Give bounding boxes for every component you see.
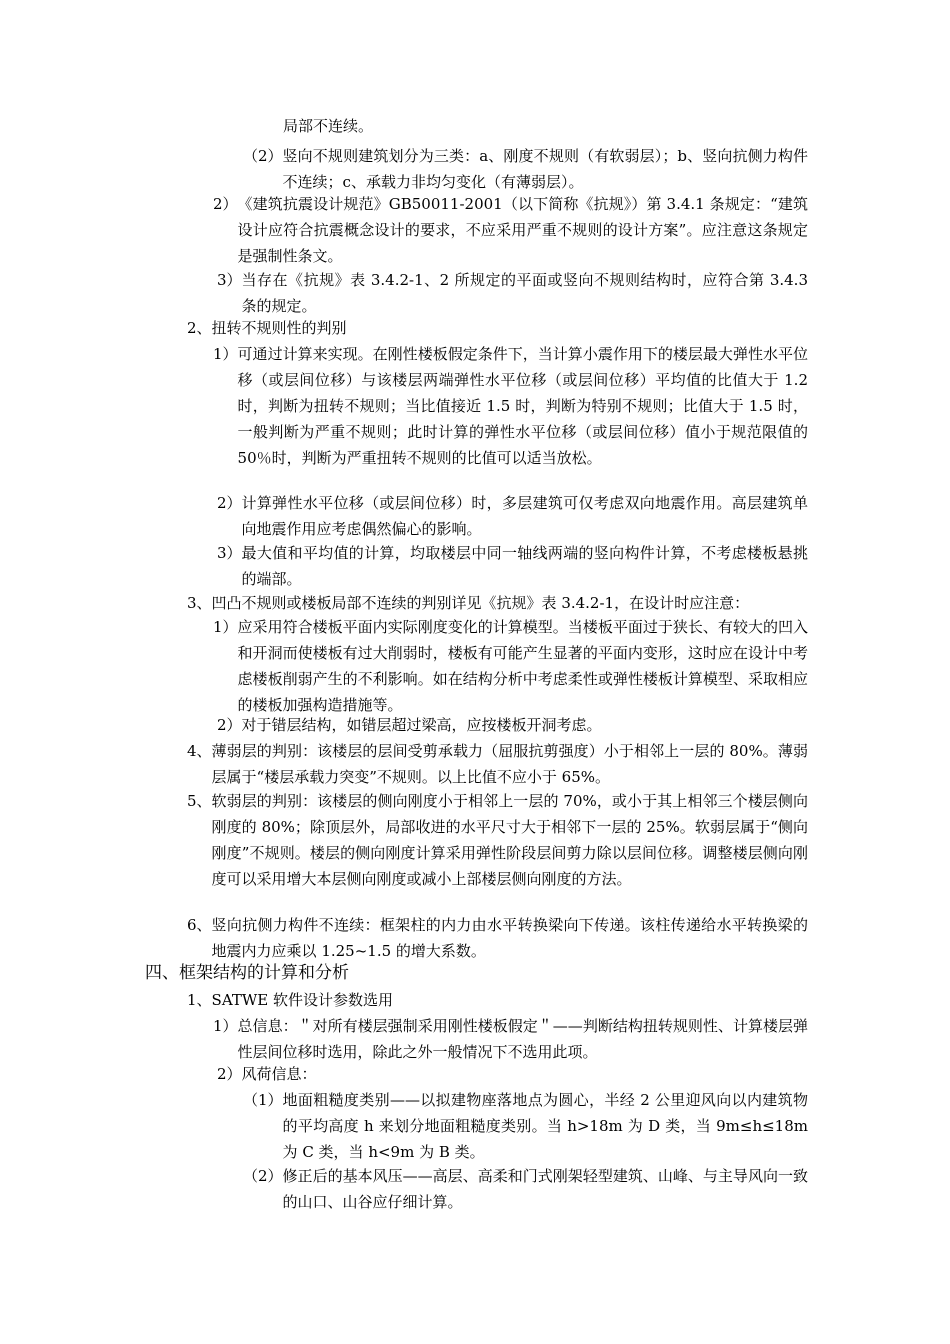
item-text: 《建筑抗震设计规范》GB50011-2001（以下简称《抗规》）第 3.4.1 条规定：“建筑设计应符合抗震概念设计的要求，不应采用严重不规则的设计方案”。应注意这条规定是强制性条文。 (237, 195, 808, 265)
item-number: 2） (217, 716, 242, 734)
item-text: 应采用符合楼板平面内实际刚度变化的计算模型。当楼板平面过于狭长、有较大的凹入和开洞而使楼板有过大削弱时，楼板有可能产生显著的平面内变形，这时应在设计中考虑楼板削弱产生的不利影响。如在结构分析中考虑柔性或弹性楼板计算模型、采取相应的楼板加强构造措施等。 (237, 618, 808, 714)
item-number: 2） (213, 195, 238, 213)
section-weak-story (187, 738, 808, 790)
item-text: 竖向抗侧力构件不连续：框架柱的内力由水平转换梁向下传递。该柱传递给水平转换梁的地震内力应乘以 1.25~1.5 的增大系数。 (211, 916, 808, 960)
section-discontinuous-members (187, 912, 808, 964)
item-text: 当存在《抗规》表 3.4.2-1、2 所规定的平面或竖向不规则结构时，应符合第 3.4.3 条的规定。 (241, 271, 808, 315)
item-text: 最大值和平均值的计算，均取楼层中同一轴线两端的竖向构件计算，不考虑楼板悬挑的端部。 (241, 544, 808, 588)
item-2-vertical-irregular (243, 143, 808, 195)
item-elastic-displacement (217, 490, 808, 542)
item-text: 计算弹性水平位移（或层间位移）时，多层建筑可仅考虑双向地震作用。高层建筑单向地震作用应考虑偶然偏心的影响。 (241, 494, 808, 538)
item-wind-info: 2）风荷信息： (217, 1065, 317, 1083)
item-number: 1） (213, 618, 238, 636)
item-number: 3） (217, 271, 242, 289)
item-text: 总信息：＂对所有楼层强制采用刚性楼板假定＂——判断结构扭转规则性、计算楼层弹性层间位移时选用，除此之外一般情况下不选用此项。 (237, 1017, 808, 1061)
item-number: 3） (217, 544, 242, 562)
item-text: 地面粗糙度类别——以拟建物座落地点为圆心，半经 2 公里迎风向以内建筑物的平均高度 h 来划分地面粗糙度类别。当 h>18m 为 D 类，当 9m≤h≤18m 为 C 类，当 h<9m 为 B 类。 (282, 1091, 808, 1161)
item-text: 可通过计算来实现。在刚性楼板假定条件下，当计算小震作用下的楼层最大弹性水平位移（或层间位移）与该楼层两端弹性水平位移（或层间位移）平均值的比值大于 1.2 时，判断为扭转不规则；当比值接近 1.5 时，判断为特别不规则；比值大于 1.5 时，一般判断为严重不规则；此时计算的弹性水平位移（或层间位移）值小于规范限值的 50％时，判断为严重扭转不规则的比值可以适当放松。 (237, 345, 808, 467)
item-code-provision (213, 191, 808, 269)
item-irregular-table (217, 267, 808, 319)
section-heading-3: 3、凹凸不规则或楼板局部不连续的判别详见《抗规》表 3.4.2-1，在设计时应注意： (187, 594, 750, 612)
item-number: （1） (243, 1091, 283, 1109)
item-number: 5、 (187, 792, 212, 810)
item-text: 对于错层结构，如错层超过梁高，应按楼板开洞考虑。 (241, 716, 602, 734)
paragraph-continuation: 局部不连续。 (283, 117, 374, 135)
item-number: 4、 (187, 742, 212, 760)
chapter-heading-4: 四、框架结构的计算和分析 (145, 963, 349, 983)
item-basic-wind-pressure (243, 1163, 808, 1215)
item-number: （2） (243, 147, 283, 165)
item-number: 1） (213, 345, 238, 363)
item-torsion-calc (213, 341, 808, 471)
item-number: 2） (217, 494, 242, 512)
item-ground-roughness (243, 1087, 808, 1165)
item-slab-model (213, 614, 808, 718)
item-general-info (213, 1013, 808, 1065)
item-text: 软弱层的判别：该楼层的侧向刚度小于相邻上一层的 70%，或小于其上相邻三个楼层侧向刚度的 80%；除顶层外，局部收进的水平尺寸大于相邻下一层的 25%。软弱层属于“侧向刚度”不规则。楼层的侧向刚度计算采用弹性阶段层间剪力除以层间位移。调整楼层侧向刚度可以采用增大本层侧向刚度或减小上部楼层侧向刚度的方法。 (211, 792, 808, 888)
item-number: （2） (243, 1167, 283, 1185)
item-max-average (217, 540, 808, 592)
section-heading-2: 2、扭转不规则性的判别 (187, 319, 347, 337)
section-heading-satwe: 1、SATWE 软件设计参数选用 (187, 991, 393, 1009)
section-soft-story (187, 788, 808, 892)
item-number: 6、 (187, 916, 212, 934)
item-text: 修正后的基本风压——高层、高柔和门式刚架轻型建筑、山峰、与主导风向一致的山口、山谷应仔细计算。 (282, 1167, 808, 1211)
item-number: 1） (213, 1017, 238, 1035)
item-split-level (217, 712, 808, 738)
item-text: 薄弱层的判别：该楼层的层间受剪承载力（屈服抗剪强度）小于相邻上一层的 80%。薄弱层属于“楼层承载力突变”不规则。以上比值不应小于 65%。 (211, 742, 808, 786)
item-text: 竖向不规则建筑划分为三类：a、刚度不规则（有软弱层）；b、竖向抗侧力构件不连续；c、承载力非均匀变化（有薄弱层）。 (282, 147, 808, 191)
